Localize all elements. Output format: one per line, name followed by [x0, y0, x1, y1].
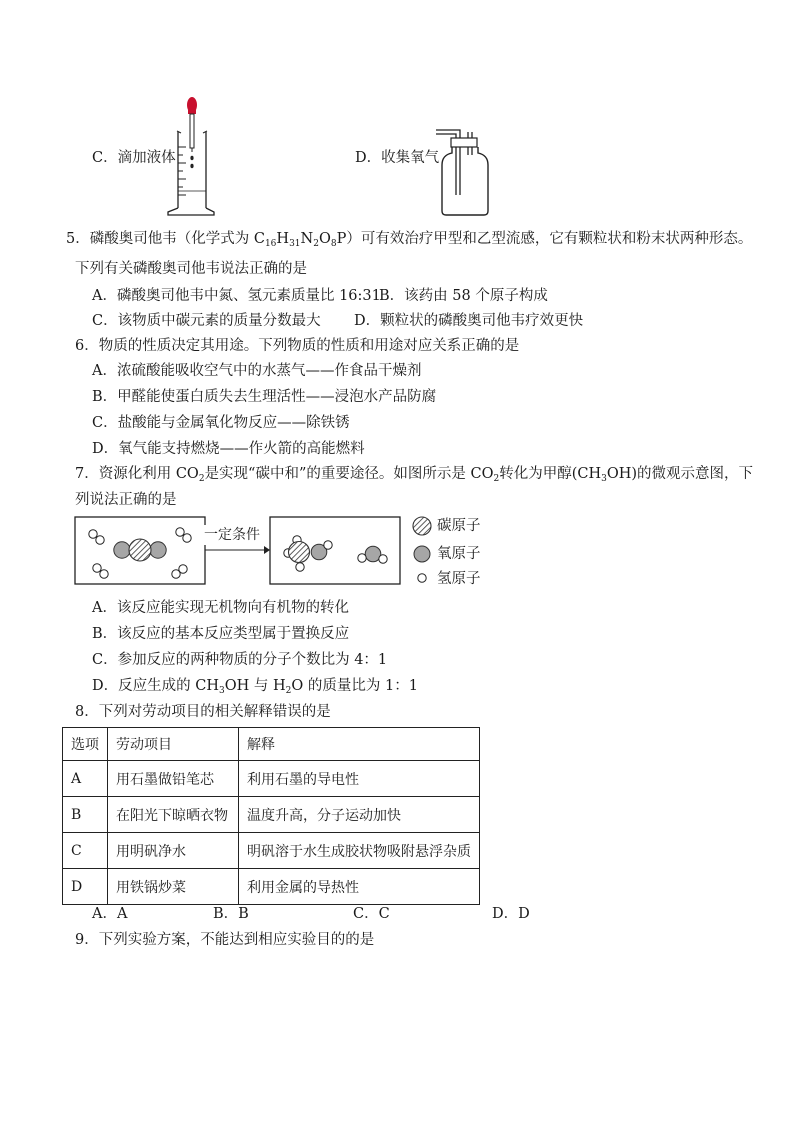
q5-option-d: D．颗粒状的磷酸奥司他韦疗效更快 — [354, 313, 584, 329]
q5-stem-line2: 下列有关磷酸奥司他韦说法正确的是 — [75, 261, 307, 277]
q8-option-b: B．B — [213, 906, 249, 922]
header-cell: 劳动项目 — [108, 728, 239, 761]
q9-stem: 9．下列实验方案，不能达到相应实验目的的是 — [75, 932, 375, 948]
q7-stem-line2: 列说法正确的是 — [75, 492, 177, 508]
table-cell: 温度升高，分子运动加快 — [239, 797, 480, 833]
table-cell: A — [63, 761, 108, 797]
legend-carbon-icon — [413, 517, 431, 535]
q5-option-c: C．该物质中碳元素的质量分数最大 — [92, 313, 321, 329]
header-cell: 选项 — [63, 728, 108, 761]
legend-carbon-label: 碳原子 — [437, 518, 481, 534]
legend-oxygen-label: 氧原子 — [437, 546, 481, 562]
q7-option-a: A．该反应能实现无机物向有机物的转化 — [92, 600, 349, 616]
table-cell: 在阳光下晾晒衣物 — [108, 797, 239, 833]
table-row — [63, 869, 480, 905]
q4-option-c: C．滴加液体 — [92, 150, 176, 166]
q6-option-a: A．浓硫酸能吸收空气中的水蒸气——作食品干燥剂 — [92, 363, 422, 379]
table-cell: 利用金属的导热性 — [239, 869, 480, 905]
legend-hydrogen-label: 氢原子 — [437, 571, 481, 587]
q8-option-a: A．A — [92, 906, 128, 922]
q6-option-c: C．盐酸能与金属氧化物反应——除铁锈 — [92, 415, 350, 431]
q4-option-d: D．收集氧气 — [355, 150, 440, 166]
table-cell: 用明矾净水 — [108, 833, 239, 869]
gas-collecting-bottle-icon — [430, 125, 500, 217]
table-row — [63, 833, 480, 869]
q6-option-d: D．氧气能支持燃烧——作火箭的高能燃料 — [92, 441, 365, 457]
table-header-row — [63, 728, 480, 761]
table-row — [63, 797, 480, 833]
legend-hydrogen-icon — [418, 574, 426, 582]
legend-oxygen-icon — [414, 546, 430, 562]
q8-option-c: C．C — [353, 906, 390, 922]
q6-option-b: B．甲醛能使蛋白质失去生理活性——浸泡水产品防腐 — [92, 389, 437, 405]
q5-stem: 5．磷酸奥司他韦（化学式为 $C_{16}H_{31}N_2O_8P$）可有效治疗甲型和乙型流感，它有颗粒状和粉末状两种形态。 — [66, 231, 753, 249]
table-cell: 利用石墨的导电性 — [239, 761, 480, 797]
table-cell: 用铁锅炒菜 — [108, 869, 239, 905]
q5-option-a: A．磷酸奥司他韦中氮、氢元素质量比 16:31 — [92, 288, 381, 304]
q5-option-b: B．该药由 58 个原子构成 — [379, 288, 548, 304]
q6-stem: 6．物质的性质决定其用途。下列物质的性质和用途对应关系正确的是 — [75, 338, 520, 354]
q8-stem: 8．下列对劳动项目的相关解释错误的是 — [75, 704, 331, 720]
table-cell: D — [63, 869, 108, 905]
table-cell: C — [63, 833, 108, 869]
graduated-cylinder-dropper-icon — [165, 95, 215, 217]
q7-option-d: D．反应生成的 $CH_3OH$ 与 $H_2O$ 的质量比为 1：1 — [92, 678, 418, 696]
table-cell: 明矾溶于水生成胶状物吸附悬浮杂质 — [239, 833, 480, 869]
reaction-condition: 一定条件 — [204, 527, 260, 543]
answer-table — [62, 727, 480, 905]
q8-option-d: D．D — [492, 906, 530, 922]
q7-option-b: B．该反应的基本反应类型属于置换反应 — [92, 626, 350, 642]
q7-stem: 7．资源化利用 $CO_2$是实现“碳中和”的重要途径。如图所示是 $CO_2$转化为甲醇$(CH_3OH)$的微观示意图，下 — [75, 466, 754, 484]
header-cell: 解释 — [239, 728, 480, 761]
table-row — [63, 761, 480, 797]
table-cell: B — [63, 797, 108, 833]
q7-option-c: C．参加反应的两种物质的分子个数比为 4：1 — [92, 652, 388, 668]
table-cell: 用石墨做铅笔芯 — [108, 761, 239, 797]
